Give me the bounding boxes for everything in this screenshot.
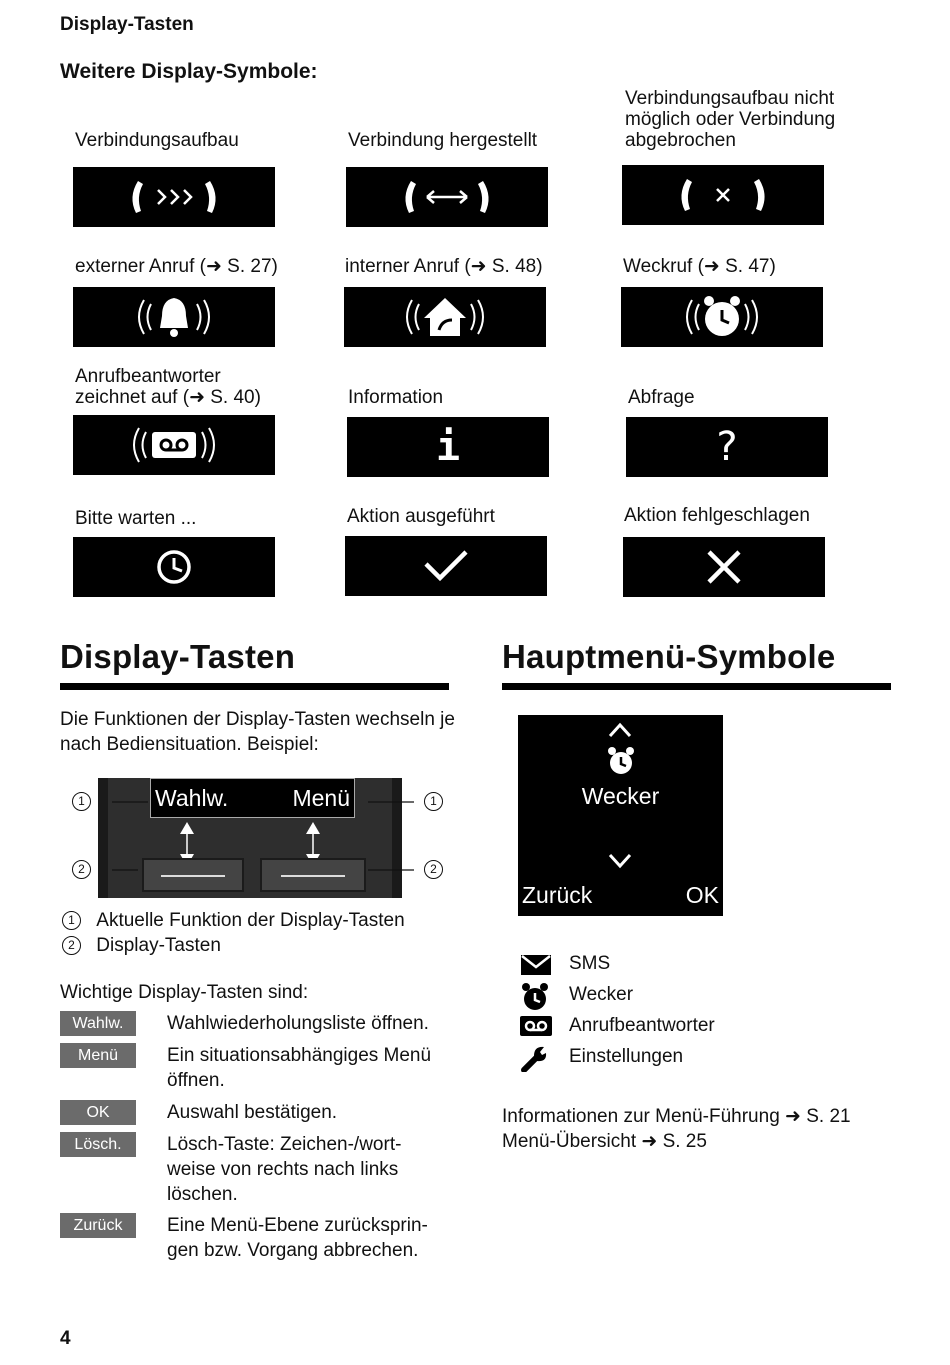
menu-item-label: Wecker <box>569 984 634 1005</box>
answering-machine-icon <box>519 1015 553 1037</box>
marker-1: 1 <box>424 792 443 811</box>
legend-marker: 1 <box>62 911 81 930</box>
key-tag: Menü <box>60 1043 136 1068</box>
symbol-label: Aktion ausgeführt <box>347 506 495 527</box>
symbol-label: Aktion fehlgeschlagen <box>624 505 810 526</box>
marker-2: 2 <box>424 860 443 879</box>
menu-item-label: SMS <box>569 953 611 974</box>
alarm-clock-icon <box>606 745 636 777</box>
legend-marker: 2 <box>62 936 81 955</box>
wrench-icon <box>520 1044 550 1072</box>
symbol-label: Abfrage <box>628 387 695 408</box>
display-keys-diagram <box>60 774 460 904</box>
marker-1: 1 <box>72 792 91 811</box>
softkey-label-left: Wahlw. <box>155 784 229 811</box>
checkmark-icon <box>345 536 547 596</box>
softkey-label-right: Menü <box>292 784 350 811</box>
symbol-label: Bitte warten ... <box>75 508 197 529</box>
reference-menu-navigation: Informationen zur Menü-Führung ➜ S. 21 <box>502 1106 851 1127</box>
cross-icon <box>623 537 825 597</box>
key-description: Lösch-Taste: Zeichen-/wort-weise von rechts nach links löschen. <box>167 1134 402 1205</box>
menu-item-label: Einstellungen <box>569 1046 684 1067</box>
section-title-main-menu: Hauptmenü-Symbole <box>502 638 836 675</box>
envelope-icon <box>520 954 552 976</box>
internal-call-house-icon <box>344 287 546 347</box>
external-call-bell-icon <box>73 287 275 347</box>
symbol-label: Verbindungsaufbau <box>75 130 239 151</box>
alarm-clock-icon <box>520 982 550 1012</box>
softkey-right-label: OK <box>685 882 719 908</box>
symbol-label: Verbindung hergestellt <box>348 130 538 151</box>
question-icon: ? <box>626 417 828 477</box>
softkey-right <box>260 858 366 892</box>
clock-wait-icon <box>73 537 275 597</box>
chevron-down-icon <box>606 852 634 870</box>
reference-menu-overview: Menü-Übersicht ➜ S. 25 <box>502 1131 707 1152</box>
symbol-label: externer Anruf (➜ S. 27) <box>75 256 278 277</box>
intro-text: Die Funktionen der Display-Tasten wechseln je nach Bediensituation. Beispiel: <box>60 709 455 755</box>
key-description: Ein situationsabhängiges Menü öffnen. <box>167 1045 432 1091</box>
section-rule <box>60 683 449 690</box>
section-rule <box>502 683 891 690</box>
legend-item: 1 Aktuelle Funktion der Display-Tasten <box>62 908 405 933</box>
key-description: Wahlwiederholungsliste öffnen. <box>167 1013 429 1034</box>
important-keys-heading: Wichtige Display-Tasten sind: <box>60 982 309 1003</box>
menu-item-label: Anrufbeantworter <box>569 1015 715 1036</box>
key-tag: OK <box>60 1100 136 1125</box>
key-description: Eine Menü-Ebene zurücksprin-gen bzw. Vorgang abbrechen. <box>167 1215 428 1261</box>
legend-item: 2 Display-Tasten <box>62 933 221 958</box>
symbol-label: Information <box>348 387 444 408</box>
symbol-label: Anrufbeantworter zeichnet auf (➜ S. 40) <box>75 366 261 408</box>
call-connected-icon <box>346 167 548 227</box>
alarm-clock-ringing-icon <box>621 287 823 347</box>
subheading: Weitere Display-Symbole: <box>60 60 318 83</box>
key-tag: Lösch. <box>60 1132 136 1157</box>
symbol-label: interner Anruf (➜ S. 48) <box>345 256 543 277</box>
section-title-display-keys: Display-Tasten <box>60 638 296 675</box>
page-number: 4 <box>60 1328 71 1349</box>
chevron-up-icon <box>606 721 634 739</box>
marker-2: 2 <box>72 860 91 879</box>
softkey-left-label: Zurück <box>522 882 593 908</box>
call-connecting-icon <box>73 167 275 227</box>
symbol-label: Weckruf (➜ S. 47) <box>623 256 776 277</box>
answering-machine-recording-icon <box>73 415 275 475</box>
key-description: Auswahl bestätigen. <box>167 1102 338 1123</box>
softkey-left <box>142 858 244 892</box>
symbol-label: Verbindungsaufbau nicht möglich oder Verbindung abgebrochen <box>625 88 836 151</box>
key-tag: Wahlw. <box>60 1011 136 1036</box>
call-failed-icon <box>622 165 824 225</box>
info-icon: i <box>347 417 549 477</box>
key-tag: Zurück <box>60 1213 136 1238</box>
page-header: Display-Tasten <box>60 14 194 35</box>
menu-current-item: Wecker <box>581 783 660 809</box>
menu-screen <box>518 715 723 916</box>
